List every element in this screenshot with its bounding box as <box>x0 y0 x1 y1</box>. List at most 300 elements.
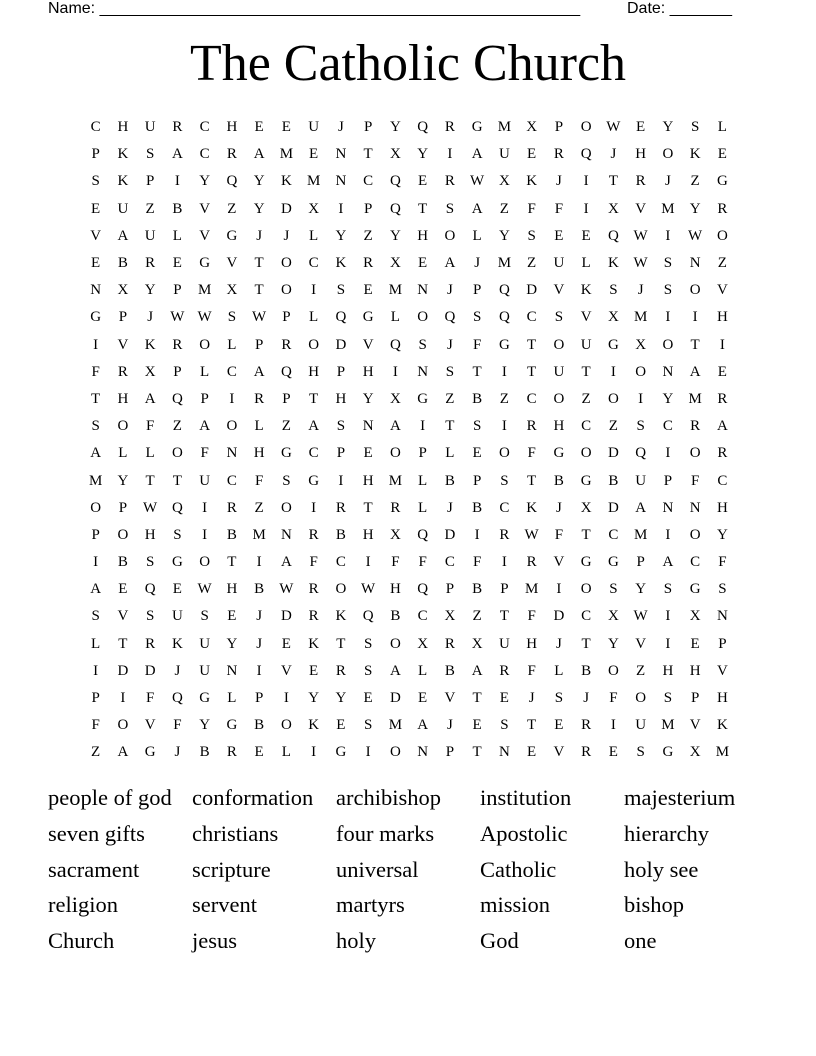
grid-letter: I <box>256 662 262 679</box>
grid-letter: E <box>636 119 646 136</box>
grid-letter: N <box>90 282 102 299</box>
grid-letter: R <box>526 418 537 435</box>
grid-letter: P <box>418 445 427 462</box>
grid-letter: F <box>200 445 209 462</box>
grid-letter: S <box>663 282 673 299</box>
grid-letter: G <box>607 336 619 353</box>
grid-letter: R <box>444 635 455 652</box>
grid-letter: P <box>472 282 482 299</box>
grid-letter: M <box>661 200 675 217</box>
grid-row <box>82 413 736 440</box>
grid-letter: W <box>279 581 294 598</box>
grid-letter: G <box>144 744 156 761</box>
grid-letter: I <box>202 499 208 516</box>
grid-letter: I <box>365 744 371 761</box>
grid-letter: R <box>281 336 292 353</box>
grid-letter: F <box>254 472 264 489</box>
grid-letter: R <box>308 608 319 625</box>
grid-letter: R <box>145 635 156 652</box>
grid-letter: E <box>118 581 128 598</box>
grid-letter: R <box>254 390 265 407</box>
grid-letter: F <box>472 554 482 571</box>
grid-letter: O <box>199 336 211 353</box>
word-bank-item: four marks <box>336 820 435 846</box>
word-bank-item: majesterium <box>624 785 736 810</box>
grid-letter: Q <box>635 445 647 462</box>
grid-letter: I <box>501 418 507 435</box>
grid-letter: P <box>91 690 100 707</box>
grid-letter: I <box>392 363 398 380</box>
grid-letter: V <box>635 200 647 217</box>
grid-letter: A <box>471 146 483 163</box>
grid-letter: Q <box>389 336 401 353</box>
word-bank-item: one <box>624 928 657 954</box>
grid-letter: B <box>581 662 592 679</box>
grid-letter: B <box>335 526 346 543</box>
grid-letter: I <box>93 336 99 353</box>
grid-letter: D <box>117 662 129 679</box>
grid-letter: C <box>717 472 728 489</box>
grid-letter: Y <box>498 227 510 244</box>
grid-letter: Y <box>199 717 211 734</box>
word-bank-item: jesus <box>192 928 237 954</box>
grid-row <box>82 277 736 304</box>
grid-letter: G <box>308 472 320 489</box>
grid-letter: R <box>172 336 183 353</box>
grid-letter: N <box>417 363 429 380</box>
grid-row <box>82 549 736 576</box>
grid-letter: I <box>311 499 317 516</box>
grid-letter: S <box>690 119 700 136</box>
grid-letter: R <box>226 146 237 163</box>
grid-letter: L <box>581 255 591 272</box>
grid-letter: P <box>200 390 209 407</box>
grid-letter: G <box>689 581 701 598</box>
grid-letter: X <box>389 255 401 272</box>
grid-letter: V <box>226 255 238 272</box>
grid-letter: R <box>308 526 319 543</box>
grid-letter: S <box>227 309 237 326</box>
grid-letter: O <box>308 336 320 353</box>
grid-letter: B <box>254 717 265 734</box>
grid-letter: W <box>688 227 703 244</box>
grid-letter: A <box>417 717 429 734</box>
grid-letter: I <box>365 554 371 571</box>
grid-letter: S <box>200 608 209 625</box>
grid-letter: J <box>474 255 481 272</box>
grid-letter: H <box>635 146 647 163</box>
grid-letter: M <box>715 744 730 761</box>
grid-letter: A <box>199 418 211 435</box>
grid-letter: P <box>500 581 509 598</box>
grid-letter: O <box>635 363 647 380</box>
grid-letter: T <box>581 526 591 543</box>
grid-letter: L <box>472 227 482 244</box>
grid-letter: V <box>444 690 456 707</box>
grid-letter: I <box>665 608 671 625</box>
grid-letter: E <box>554 227 564 244</box>
grid-letter: Y <box>607 635 619 652</box>
grid-letter: J <box>555 499 562 516</box>
grid-letter: F <box>91 363 100 380</box>
grid-letter: I <box>338 472 344 489</box>
word-bank-item: seven gifts <box>48 820 145 846</box>
grid-letter: G <box>662 744 674 761</box>
grid-letter: H <box>362 363 374 380</box>
grid-letter: F <box>527 200 536 217</box>
word-bank-item: religion <box>48 892 118 918</box>
grid-letter: I <box>174 173 180 190</box>
grid-letter: Y <box>335 227 347 244</box>
grid-letter: X <box>498 173 510 190</box>
grid-letter: K <box>689 146 701 163</box>
grid-letter: B <box>226 526 237 543</box>
grid-letter: I <box>93 662 99 679</box>
grid-letter: O <box>607 662 619 679</box>
grid-letter: L <box>227 336 237 353</box>
grid-letter: Z <box>717 255 727 272</box>
grid-letter: O <box>417 309 429 326</box>
grid-letter: R <box>717 445 728 462</box>
grid-letter: O <box>689 282 701 299</box>
grid-row <box>82 603 736 630</box>
grid-letter: R <box>444 119 455 136</box>
grid-letter: M <box>252 526 266 543</box>
grid-letter: P <box>363 200 373 217</box>
grid-letter: E <box>363 282 373 299</box>
name-field-label: Name: ______________________________________________________ <box>48 0 581 17</box>
grid-letter: A <box>689 363 701 380</box>
grid-letter: C <box>226 363 237 380</box>
grid-letter: W <box>252 309 267 326</box>
grid-letter: G <box>226 227 238 244</box>
grid-letter: O <box>444 227 456 244</box>
grid-letter: G <box>171 554 183 571</box>
grid-letter: P <box>173 363 182 380</box>
grid-letter: L <box>118 445 128 462</box>
grid-letter: H <box>553 418 565 435</box>
grid-letter: X <box>144 363 156 380</box>
grid-letter: P <box>91 526 100 543</box>
grid-letter: J <box>555 635 562 652</box>
grid-letter: Y <box>417 146 429 163</box>
grid-letter: E <box>472 445 482 462</box>
grid-letter: C <box>499 499 510 516</box>
grid-letter: G <box>335 744 347 761</box>
grid-letter: H <box>308 363 320 380</box>
grid-letter: F <box>145 690 155 707</box>
grid-letter: Y <box>144 282 156 299</box>
grid-letter: T <box>499 608 509 625</box>
grid-letter: J <box>664 173 671 190</box>
grid-letter: J <box>610 146 617 163</box>
grid-letter: H <box>662 662 674 679</box>
grid-row <box>82 141 736 168</box>
grid-letter: K <box>335 608 347 625</box>
grid-letter: X <box>580 499 592 516</box>
grid-letter: N <box>689 255 701 272</box>
grid-letter: E <box>227 608 237 625</box>
grid-letter: U <box>553 363 565 380</box>
grid-letter: I <box>610 717 616 734</box>
word-bank-item: Apostolic <box>480 820 568 846</box>
grid-letter: A <box>635 499 647 516</box>
grid-letter: Q <box>417 581 429 598</box>
grid-letter: U <box>553 255 565 272</box>
word-bank <box>48 780 768 959</box>
grid-letter: U <box>199 472 211 489</box>
grid-letter: D <box>389 690 401 707</box>
grid-letter: N <box>498 744 510 761</box>
grid-letter: V <box>117 608 129 625</box>
grid-letter: S <box>663 581 673 598</box>
grid-letter: H <box>526 635 538 652</box>
grid-letter: E <box>418 255 428 272</box>
grid-letter: E <box>717 363 727 380</box>
grid-letter: C <box>526 390 537 407</box>
grid-letter: O <box>90 499 102 516</box>
grid-letter: I <box>665 227 671 244</box>
grid-letter: D <box>280 608 292 625</box>
grid-letter: Z <box>608 418 618 435</box>
grid-letter: M <box>88 472 103 489</box>
grid-letter: S <box>145 608 155 625</box>
grid-letter: W <box>633 227 648 244</box>
grid-letter: E <box>608 744 618 761</box>
grid-letter: L <box>172 227 182 244</box>
word-bank-item: mission <box>480 892 551 918</box>
grid-letter: T <box>527 363 537 380</box>
grid-letter: A <box>253 363 265 380</box>
grid-letter: I <box>501 554 507 571</box>
grid-letter: Z <box>581 390 591 407</box>
grid-letter: B <box>444 662 455 679</box>
grid-letter: M <box>388 472 403 489</box>
grid-letter: X <box>389 146 401 163</box>
grid-letter: I <box>474 526 480 543</box>
grid-letter: Y <box>117 472 129 489</box>
grid-letter: A <box>308 418 320 435</box>
grid-letter: R <box>308 581 319 598</box>
grid-letter: J <box>446 282 453 299</box>
grid-row <box>82 658 736 685</box>
grid-letter: R <box>690 418 701 435</box>
grid-letter: E <box>309 662 319 679</box>
grid-letter: S <box>145 554 155 571</box>
word-bank-item: bishop <box>624 892 685 918</box>
grid-letter: K <box>580 282 592 299</box>
grid-letter: O <box>498 445 510 462</box>
grid-letter: Z <box>281 418 291 435</box>
grid-letter: U <box>498 146 510 163</box>
grid-letter: Y <box>689 200 701 217</box>
grid-letter: L <box>418 662 428 679</box>
grid-letter: U <box>144 227 156 244</box>
grid-letter: W <box>197 581 212 598</box>
grid-letter: O <box>280 255 292 272</box>
grid-letter: B <box>472 499 483 516</box>
grid-letter: Q <box>417 119 429 136</box>
grid-letter: E <box>172 255 182 272</box>
grid-letter: I <box>202 526 208 543</box>
word-bank-item: christians <box>192 820 279 846</box>
grid-letter: V <box>716 282 728 299</box>
grid-letter: G <box>580 554 592 571</box>
grid-letter: R <box>335 662 346 679</box>
grid-letter: T <box>145 472 155 489</box>
grid-letter: P <box>636 554 645 571</box>
grid-letter: Z <box>91 744 101 761</box>
grid-letter: Z <box>527 255 537 272</box>
grid-letter: V <box>553 744 565 761</box>
grid-letter: Y <box>199 173 211 190</box>
grid-letter: A <box>144 390 156 407</box>
word-bank-item: hierarchy <box>624 820 709 846</box>
grid-letter: V <box>716 662 728 679</box>
grid-letter: L <box>145 445 155 462</box>
grid-letter: S <box>363 662 373 679</box>
grid-letter: Y <box>389 227 401 244</box>
date-field-label: Date: _______ <box>627 0 732 17</box>
grid-letter: S <box>91 608 100 625</box>
grid-letter: Z <box>499 390 509 407</box>
grid-letter: X <box>607 309 619 326</box>
grid-letter: H <box>226 119 238 136</box>
grid-letter: T <box>91 390 101 407</box>
grid-letter: H <box>117 119 129 136</box>
grid-letter: F <box>527 662 536 679</box>
grid-letter: P <box>472 472 482 489</box>
grid-letter: H <box>253 445 265 462</box>
grid-letter: X <box>607 200 619 217</box>
grid-letter: P <box>718 635 727 652</box>
grid-letter: R <box>499 526 510 543</box>
grid-letter: Z <box>690 173 700 190</box>
grid-letter: J <box>256 635 263 652</box>
grid-letter: X <box>444 608 456 625</box>
grid-letter: J <box>446 717 453 734</box>
grid-letter: R <box>717 200 728 217</box>
grid-letter: I <box>719 336 725 353</box>
grid-letter: O <box>580 445 592 462</box>
grid-letter: Q <box>389 173 401 190</box>
grid-row <box>82 359 736 386</box>
grid-letter: A <box>471 200 483 217</box>
grid-letter: C <box>226 472 237 489</box>
grid-letter: Y <box>635 581 647 598</box>
word-bank-item: institution <box>480 785 572 810</box>
grid-letter: C <box>662 418 673 435</box>
grid-letter: I <box>610 363 616 380</box>
grid-letter: Z <box>499 200 509 217</box>
grid-letter: O <box>117 526 129 543</box>
grid-letter: E <box>581 227 591 244</box>
grid-letter: R <box>581 717 592 734</box>
grid-letter: V <box>553 554 565 571</box>
grid-letter: Q <box>171 390 183 407</box>
grid-letter: P <box>336 363 346 380</box>
grid-letter: J <box>256 608 263 625</box>
grid-letter: U <box>199 635 211 652</box>
grid-letter: O <box>226 418 238 435</box>
grid-row <box>82 304 736 331</box>
grid-row <box>82 685 736 712</box>
grid-letter: N <box>335 146 347 163</box>
grid-letter: O <box>280 282 292 299</box>
grid-letter: I <box>665 635 671 652</box>
grid-letter: K <box>308 635 320 652</box>
grid-letter: B <box>172 200 183 217</box>
grid-letter: S <box>336 418 346 435</box>
word-bank-item: Catholic <box>480 856 557 882</box>
grid-letter: M <box>279 146 294 163</box>
grid-letter: Q <box>226 173 238 190</box>
grid-letter: A <box>117 744 129 761</box>
grid-letter: F <box>554 526 564 543</box>
grid-letter: A <box>716 418 728 435</box>
grid-letter: S <box>663 255 673 272</box>
grid-letter: Y <box>253 173 265 190</box>
grid-letter: J <box>583 690 590 707</box>
grid-letter: O <box>716 227 728 244</box>
grid-letter: F <box>527 608 536 625</box>
grid-letter: P <box>254 336 264 353</box>
grid-letter: K <box>144 336 156 353</box>
grid-row <box>82 495 736 522</box>
grid-letter: B <box>390 608 401 625</box>
grid-row <box>82 739 736 766</box>
grid-letter: C <box>526 309 537 326</box>
grid-letter: E <box>527 146 537 163</box>
grid-letter: Z <box>227 200 237 217</box>
grid-letter: F <box>527 445 536 462</box>
grid-letter: L <box>309 309 319 326</box>
grid-letter: S <box>173 526 182 543</box>
grid-letter: O <box>117 418 129 435</box>
grid-letter: S <box>363 635 373 652</box>
grid-letter: R <box>226 499 237 516</box>
grid-letter: U <box>308 119 320 136</box>
grid-letter: J <box>528 690 535 707</box>
word-bank-item: conformation <box>192 785 314 810</box>
grid-letter: I <box>311 744 317 761</box>
grid-letter: F <box>554 200 564 217</box>
grid-letter: L <box>281 744 291 761</box>
grid-letter: V <box>117 336 129 353</box>
grid-letter: G <box>607 554 619 571</box>
grid-letter: S <box>91 418 100 435</box>
grid-letter: T <box>472 363 482 380</box>
grid-letter: Q <box>280 363 292 380</box>
grid-letter: I <box>338 200 344 217</box>
grid-letter: N <box>417 744 429 761</box>
grid-letter: M <box>497 255 512 272</box>
grid-letter: C <box>581 608 592 625</box>
grid-letter: T <box>608 173 618 190</box>
grid-letter: C <box>90 119 101 136</box>
grid-letter: J <box>283 227 290 244</box>
grid-letter: L <box>309 227 319 244</box>
grid-letter: X <box>607 608 619 625</box>
grid-letter: S <box>282 472 291 489</box>
grid-row <box>82 522 736 549</box>
grid-letter: H <box>689 662 701 679</box>
word-bank-item: sacrament <box>48 856 140 882</box>
grid-letter: O <box>117 717 129 734</box>
grid-letter: N <box>662 363 674 380</box>
grid-letter: C <box>608 526 619 543</box>
grid-letter: F <box>309 554 318 571</box>
